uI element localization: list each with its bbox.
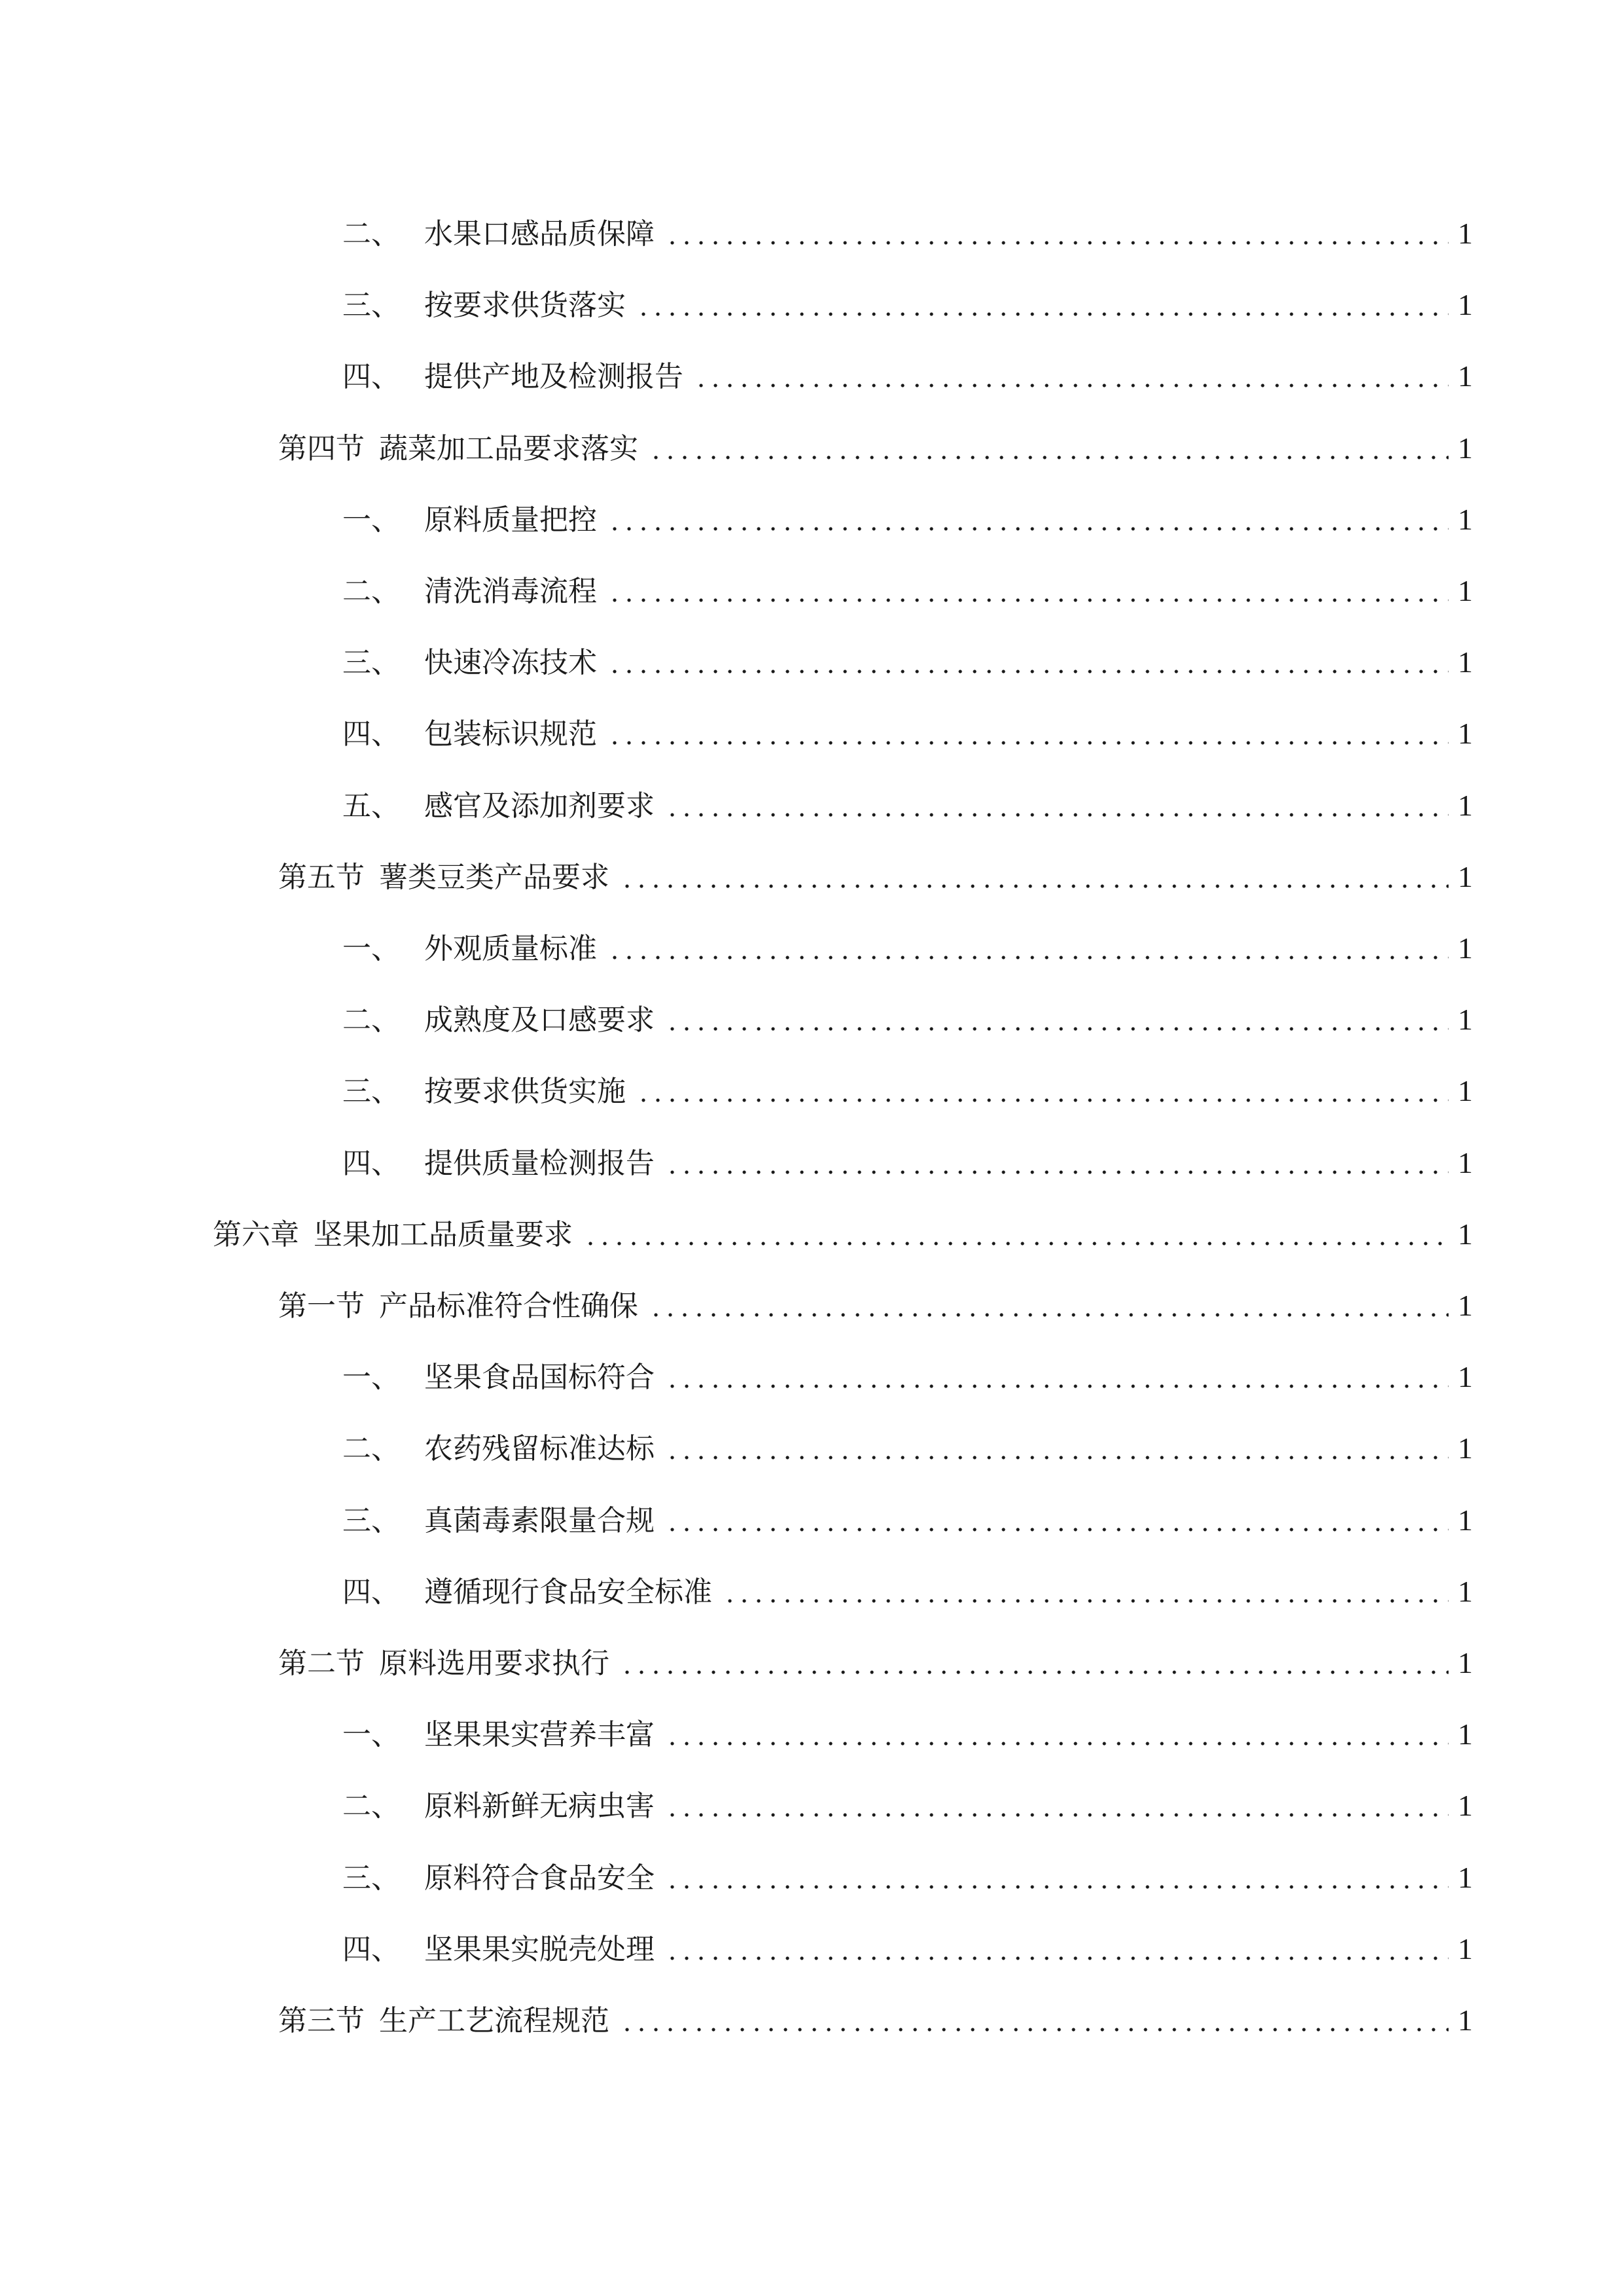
toc-entry-text: 水果口感品质保障 xyxy=(424,217,655,251)
toc-entry-item[interactable] xyxy=(342,554,1473,606)
toc-entry-number: 二、 xyxy=(342,217,400,251)
toc-entry-title xyxy=(342,932,597,965)
toc-entry-text: 坚果果实脱壳处理 xyxy=(424,1932,655,1966)
dot-leader xyxy=(665,1507,1449,1535)
toc-entry-number: 第一节 xyxy=(278,1289,365,1323)
toc-entry-item[interactable] xyxy=(342,268,1473,323)
toc-page-number: 1 xyxy=(1458,859,1473,893)
toc-entry-title xyxy=(342,1789,655,1823)
toc-entry-title xyxy=(342,1718,655,1752)
toc-page-number: 1 xyxy=(1458,1145,1473,1179)
toc-page-number: 1 xyxy=(1458,1360,1473,1394)
toc-entry-number: 四、 xyxy=(342,1146,400,1180)
dot-leader xyxy=(620,2007,1449,2036)
toc-page-number: 1 xyxy=(1458,1431,1473,1465)
toc-entry-item[interactable] xyxy=(342,1483,1473,1535)
dot-leader xyxy=(649,435,1449,463)
toc-entry-number: 五、 xyxy=(342,789,400,823)
toc-entry-number: 第六章 xyxy=(213,1217,299,1251)
toc-entry-title xyxy=(342,1861,655,1895)
toc-entry-text: 包装标识规范 xyxy=(424,717,597,751)
toc-entry-title xyxy=(342,503,597,537)
toc-page-number: 1 xyxy=(1458,645,1473,679)
dot-leader xyxy=(665,1721,1449,1749)
toc-entry-number: 三、 xyxy=(342,1075,400,1109)
toc-page-number: 1 xyxy=(1458,502,1473,536)
dot-leader xyxy=(620,1649,1449,1678)
dot-leader xyxy=(665,1792,1449,1821)
toc-entry-text: 真菌毒素限量合规 xyxy=(424,1503,655,1537)
toc-entry-number: 第五节 xyxy=(278,860,365,894)
dot-leader xyxy=(607,720,1449,749)
toc-entry-text: 产品标准符合性确保 xyxy=(379,1289,638,1323)
toc-entry-number: 第二节 xyxy=(278,1647,365,1680)
toc-entry-text: 坚果食品国标符合 xyxy=(424,1361,655,1395)
toc-entry-title xyxy=(342,1075,626,1109)
dot-leader xyxy=(636,291,1449,320)
toc-page-number: 1 xyxy=(1458,1646,1473,1679)
toc-entry-section[interactable] xyxy=(278,840,1473,892)
toc-entry-title xyxy=(342,217,655,251)
toc-entry-item[interactable] xyxy=(342,339,1473,394)
toc-page-number: 1 xyxy=(1458,1003,1473,1037)
toc-entry-item[interactable] xyxy=(342,1554,1473,1607)
toc-entry-title xyxy=(342,1003,655,1037)
toc-entry-section[interactable] xyxy=(278,1268,1473,1321)
toc-entry-item[interactable] xyxy=(342,1126,1473,1178)
dot-leader xyxy=(665,1149,1449,1178)
toc-entry-number: 四、 xyxy=(342,1932,400,1966)
toc-page-number: 1 xyxy=(1458,1931,1473,1965)
dot-leader xyxy=(665,1935,1449,1964)
toc-entry-text: 坚果加工品质量要求 xyxy=(314,1217,573,1251)
toc-entry-item[interactable] xyxy=(342,982,1473,1035)
toc-entry-title xyxy=(342,577,597,606)
toc-entry-number: 一、 xyxy=(342,932,400,965)
toc-entry-text: 提供产地及检测报告 xyxy=(424,360,683,394)
toc-entry-text: 原料选用要求执行 xyxy=(379,1647,609,1680)
toc-entry-number: 一、 xyxy=(342,1361,400,1395)
toc-entry-number: 一、 xyxy=(342,1718,400,1752)
toc-entry-item[interactable] xyxy=(342,625,1473,680)
toc-entry-title xyxy=(342,1575,712,1609)
toc-entry-text: 遵循现行食品安全标准 xyxy=(424,1575,712,1609)
toc-page-number: 1 xyxy=(1458,1789,1473,1823)
toc-entry-text: 按要求供货落实 xyxy=(424,289,626,323)
toc-entry-number: 二、 xyxy=(342,575,400,608)
toc-entry-title xyxy=(278,431,638,465)
toc-entry-item[interactable] xyxy=(342,1768,1473,1821)
toc-entry-number: 三、 xyxy=(342,646,400,680)
dot-leader xyxy=(620,863,1449,892)
toc-entry-text: 农药残留标准达标 xyxy=(424,1432,655,1466)
toc-entry-item[interactable] xyxy=(342,1912,1473,1964)
toc-entry-title xyxy=(342,1432,655,1466)
dot-leader xyxy=(665,1435,1449,1463)
toc-page-number: 1 xyxy=(1458,359,1473,393)
toc-entry-title xyxy=(342,360,683,394)
dot-leader xyxy=(649,1292,1449,1321)
toc-page-number: 1 xyxy=(1458,1574,1473,1608)
toc-entry-text: 生产工艺流程规范 xyxy=(379,2004,609,2037)
toc-entry-title xyxy=(342,289,626,323)
toc-page-number: 1 xyxy=(1458,288,1473,322)
toc-entry-number: 第三节 xyxy=(278,2004,365,2037)
toc-entry-number: 三、 xyxy=(342,1861,400,1895)
dot-leader xyxy=(583,1221,1449,1249)
toc-entry-text: 蔬菜加工品要求落实 xyxy=(379,431,638,465)
dot-leader xyxy=(665,1864,1449,1893)
toc-entry-title xyxy=(342,1932,655,1966)
toc-entry-section[interactable] xyxy=(278,1626,1473,1678)
toc-entry-text: 清洗消毒流程 xyxy=(424,575,597,608)
toc-entry-section[interactable] xyxy=(278,411,1473,463)
toc-entry-title xyxy=(278,1289,638,1323)
toc-page-number: 1 xyxy=(1458,1289,1473,1322)
toc-page-number: 1 xyxy=(1458,2003,1473,2037)
toc-entry-text: 薯类豆类产品要求 xyxy=(379,860,609,894)
toc-page-number: 1 xyxy=(1458,1074,1473,1108)
toc-entry-number: 四、 xyxy=(342,1575,400,1609)
toc-entry-text: 坚果果实营养丰富 xyxy=(424,1718,655,1752)
dot-leader xyxy=(665,792,1449,821)
toc-entry-title xyxy=(342,717,597,751)
toc-entry-item[interactable] xyxy=(342,1054,1473,1109)
toc-entry-title xyxy=(342,1361,655,1395)
toc-entry-section[interactable] xyxy=(278,1983,1473,2036)
toc-page-number: 1 xyxy=(1458,574,1473,607)
dot-leader xyxy=(723,1578,1449,1607)
toc-entry-chapter[interactable] xyxy=(213,1197,1473,1249)
dot-leader xyxy=(607,935,1449,963)
toc-entry-number: 二、 xyxy=(342,1432,400,1466)
toc-entry-number: 第四节 xyxy=(278,431,365,465)
toc-entry-title xyxy=(278,860,609,894)
toc-entry-item[interactable] xyxy=(342,696,1473,749)
toc-entry-text: 原料质量把控 xyxy=(424,503,597,537)
toc-entry-item[interactable] xyxy=(342,1840,1473,1893)
toc-entry-item[interactable] xyxy=(342,911,1473,963)
toc-entry-item[interactable] xyxy=(342,196,1473,249)
dot-leader xyxy=(694,363,1449,391)
dot-leader xyxy=(636,1077,1449,1106)
toc-entry-number: 一、 xyxy=(342,503,400,537)
toc-entry-title xyxy=(213,1217,573,1251)
toc-entry-item[interactable] xyxy=(342,1340,1473,1395)
toc-entry-number: 四、 xyxy=(342,717,400,751)
toc-entry-title xyxy=(342,1146,655,1180)
toc-entry-number: 二、 xyxy=(342,1789,400,1823)
toc-page-number: 1 xyxy=(1458,1717,1473,1751)
toc-page-number: 1 xyxy=(1458,1503,1473,1537)
dot-leader xyxy=(665,1363,1449,1392)
toc-entry-item[interactable] xyxy=(342,1411,1473,1466)
toc-entry-text: 原料新鲜无病虫害 xyxy=(424,1789,655,1823)
dot-leader xyxy=(607,649,1449,677)
toc-entry-text: 提供质量检测报告 xyxy=(424,1146,655,1180)
toc-entry-title xyxy=(342,789,655,823)
toc-entry-title xyxy=(342,1503,655,1537)
dot-leader xyxy=(665,1006,1449,1035)
toc-entry-number: 四、 xyxy=(342,360,400,394)
toc-entry-item[interactable] xyxy=(342,482,1473,535)
toc-page-number: 1 xyxy=(1458,431,1473,465)
toc-page-number: 1 xyxy=(1458,217,1473,250)
toc-entry-text: 原料符合食品安全 xyxy=(424,1861,655,1895)
dot-leader xyxy=(607,577,1449,606)
dot-leader xyxy=(607,506,1449,535)
toc-entry-text: 按要求供货实施 xyxy=(424,1075,626,1109)
toc-entry-text: 感官及添加剂要求 xyxy=(424,789,655,823)
toc-page-number: 1 xyxy=(1458,717,1473,751)
toc-entry-item[interactable] xyxy=(342,1697,1473,1752)
toc-entry-number: 二、 xyxy=(342,1003,400,1037)
toc-entry-text: 外观质量标准 xyxy=(424,932,597,965)
toc-page-number: 1 xyxy=(1458,788,1473,822)
toc-entry-number: 三、 xyxy=(342,1503,400,1537)
toc-page-number: 1 xyxy=(1458,1217,1473,1251)
dot-leader xyxy=(665,220,1449,249)
toc-entry-text: 成熟度及口感要求 xyxy=(424,1003,655,1037)
toc-page-number: 1 xyxy=(1458,931,1473,965)
toc-entry-title xyxy=(278,2004,609,2037)
toc-entry-number: 三、 xyxy=(342,289,400,323)
toc-entry-item[interactable] xyxy=(342,768,1473,821)
toc-entry-title xyxy=(342,646,597,680)
toc-entry-text: 快速冷冻技术 xyxy=(424,646,597,680)
toc-page-number: 1 xyxy=(1458,1860,1473,1894)
toc-entry-title xyxy=(278,1649,609,1678)
